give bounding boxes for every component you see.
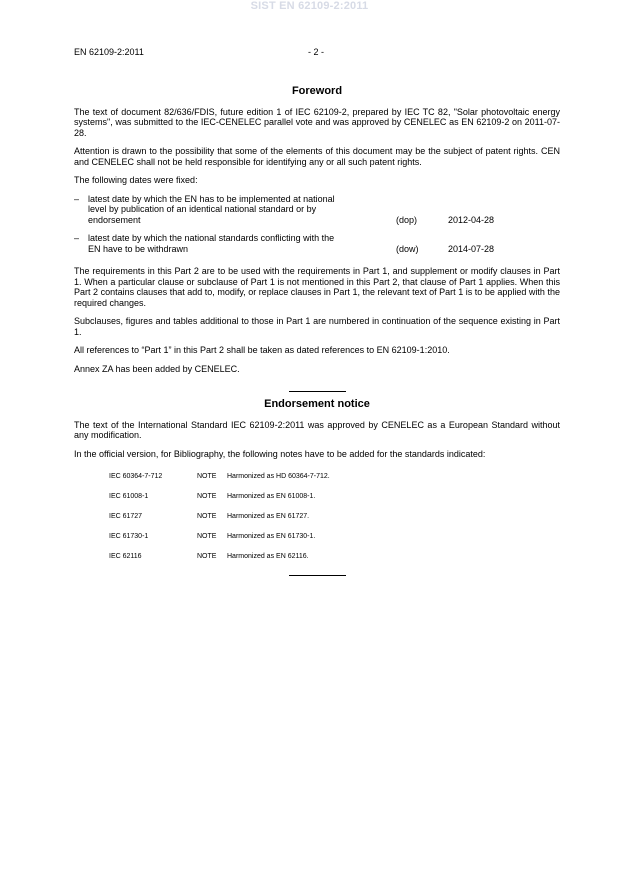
note-label: NOTE [197,512,217,520]
note-standard: IEC 61730-1 [109,532,149,540]
note-row [74,487,560,507]
list-dash: – [74,233,80,243]
note-text: Harmonized as EN 61727. [227,512,310,520]
section-divider [289,391,346,392]
foreword-paragraph-5: Subclauses, figures and tables additional to those in Part 1 are numbered in continuation of the sequence existing in Part 1. [74,316,560,337]
page-number: - 2 - [308,47,325,57]
note-label: NOTE [197,472,217,480]
endorsement-paragraph-2: In the official version, for Bibliography, the following notes have to be added for the standards indicated: [74,448,486,459]
note-standard: IEC 61008-1 [109,492,149,500]
notes-list [74,467,560,567]
foreword-paragraph-3: The following dates were fixed: [74,175,198,185]
section-divider [289,575,346,576]
foreword-title: Foreword [291,85,343,97]
note-text: Harmonized as HD 60364-7-712. [227,472,330,480]
date-description: latest date by which the EN has to be implemented at national level by publication of an identical national standard or by endorsement [88,193,335,225]
endorsement-title: Endorsement notice [264,398,370,410]
note-label: NOTE [197,552,217,560]
endorsement-paragraph-1: The text of the International Standard IEC 62109-2:2011 was approved by CENELEC as a European Standard without any modification. [74,419,560,440]
date-code: (dow) [396,243,419,254]
foreword-paragraph-2: Attention is drawn to the possibility that some of the elements of this document may be the subject of patent rights. CEN and CENELEC shall not be held responsible for identifying any or all such patent rights. [74,146,560,167]
foreword-paragraph-7: Annex ZA has been added by CENELEC. [74,363,240,374]
note-row [74,467,560,487]
note-label: NOTE [197,532,217,540]
note-text: Harmonized as EN 61008-1. [227,492,316,500]
date-value: 2014-07-28 [448,243,495,254]
list-dash: – [74,193,80,204]
date-item-dop [74,194,560,226]
note-text: Harmonized as EN 62116. [227,552,309,560]
document-body [74,86,560,576]
note-standard: IEC 61727 [109,512,143,520]
note-row [74,547,560,567]
note-text: Harmonized as EN 61730-1. [227,532,316,540]
date-value: 2012-04-28 [448,214,495,225]
date-description: latest date by which the national standards conflicting with the EN have to be withdrawn [88,233,335,254]
date-code: (dop) [396,214,418,225]
note-row [74,507,560,527]
date-item-dow [74,233,560,254]
foreword-paragraph-4: The requirements in this Part 2 are to be used with the requirements in Part 1, and supplement or modify clauses in Part 1. When a particular clause or subclause of Part 1 is not mentioned in this Part 2, that clause of Part 1 applies. When this Part 2 contains clauses that add to, modify, or replace clauses in Part 1, the relevant text of Part 1 is to be applied with the required changes. [74,266,560,308]
note-row [74,527,560,547]
note-standard: IEC 62116 [109,552,142,560]
note-label: NOTE [197,492,217,500]
document-reference: EN 62109-2:2011 [74,47,144,57]
watermark: SIST EN 62109-2:2011 [250,0,369,12]
foreword-paragraph-1: The text of document 82/636/FDIS, future edition 1 of IEC 62109-2, prepared by IEC TC 82, "Solar photovoltaic energy systems", was submitted to the IEC-CENELEC parallel vote and was approved by CENELEC as EN 62109-2 on 2011-07-28. [74,106,560,138]
foreword-paragraph-6: All references to “Part 1” in this Part 2 shall be taken as dated references to EN 62109-1:2010. [74,345,450,355]
note-standard: IEC 60364-7-712 [109,472,163,480]
